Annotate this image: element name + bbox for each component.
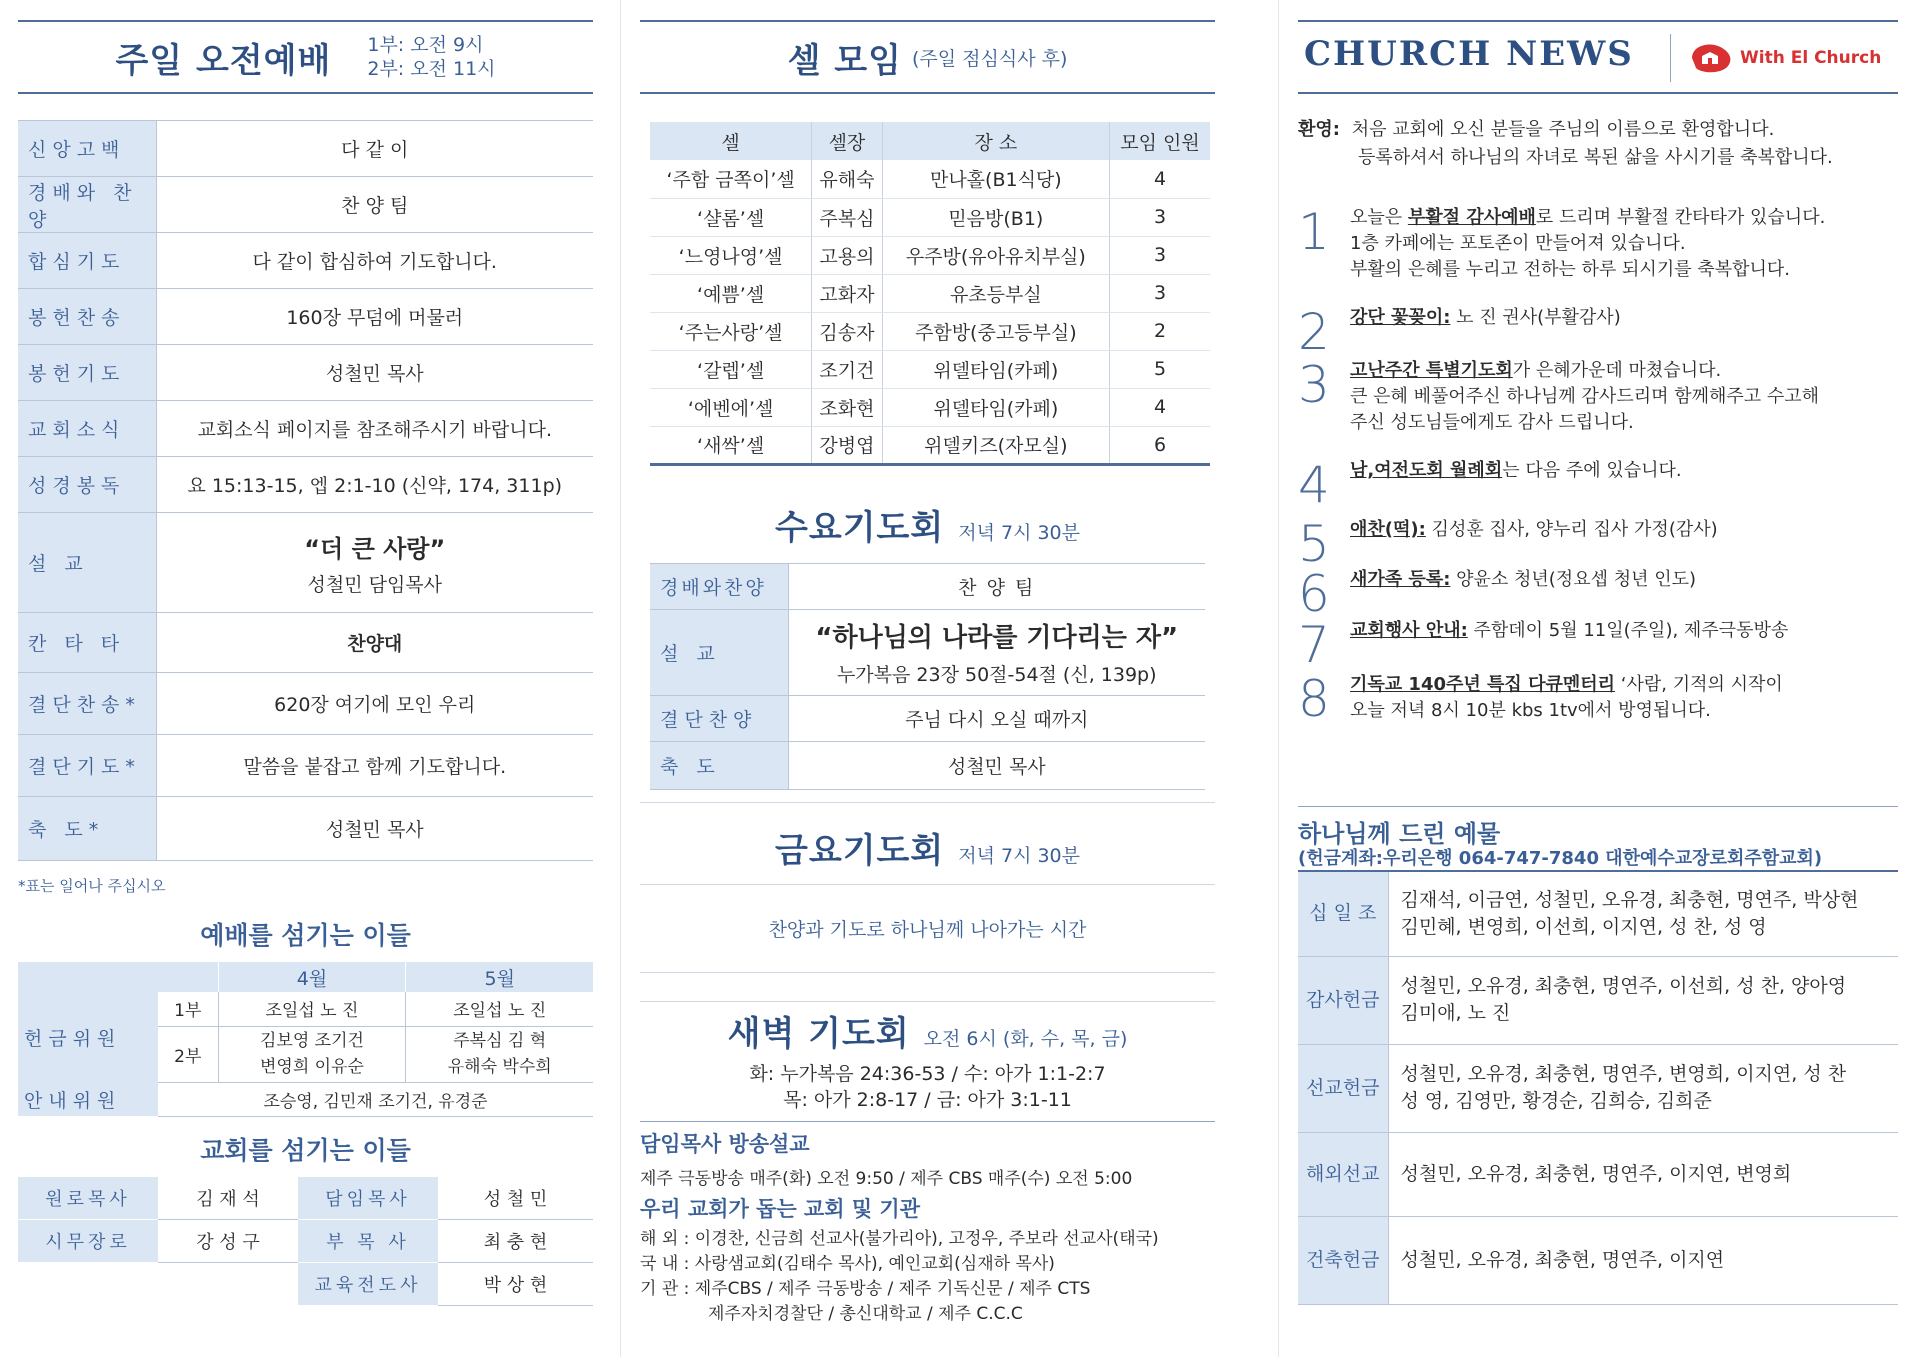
support-line: 해 외 : 이경찬, 신금희 선교사(불가리아), 고정우, 주보라 선교사(태국) [640,1228,1159,1249]
cell-value: ‘새싹’셀 [650,426,812,464]
news-number: 4 [1298,456,1330,514]
row-label: 축 도 [650,741,788,789]
support-line: 제주자치경찰단 / 총신대학교 / 제주 C.C.C [708,1303,1023,1324]
role-label: 부 목 사 [298,1220,438,1263]
cell-value: 주복심 [812,198,882,236]
news-line [1350,305,1621,331]
sermon-preacher: 성철민 담임목사 [307,573,443,596]
cell-row [650,198,1210,236]
role-name: 김 재 석 [158,1177,298,1220]
cell-value: 2 [1110,312,1210,350]
church-logo-text: With El Church [1740,48,1882,68]
news-pre: 오늘은 [1350,207,1408,228]
row-value: 다 같이 합심하여 기도합니다. [156,233,593,289]
news-text [1350,567,1696,593]
cell-value: 위델키즈(자모실) [882,426,1109,464]
news-number: 5 [1298,515,1330,573]
worship-title: 주일 오전예배 [115,40,332,81]
wednesday-sermon-title: “하나님의 나라를 기다리는 자” [815,623,1179,653]
column-divider [1278,0,1279,1357]
offering-row [1298,872,1898,956]
servant-cell: 조일섭 노 진 [218,992,406,1026]
news-line: 1층 카페에는 포토존이 만들어져 있습니다. [1350,233,1686,254]
news-text [1350,618,1788,644]
worship-order-row [18,177,593,233]
worship-time-2: 2부: 오전 11시 [367,58,496,80]
cell-column-header: 모임 인원 [1110,122,1210,160]
welcome-label: 환영: [1298,119,1340,140]
worship-order-row [18,457,593,513]
offering-names [1388,1044,1898,1132]
news-text [1350,358,1819,436]
cell-value: 4 [1110,160,1210,198]
offering-names [1388,1216,1898,1304]
row-label: 봉헌찬송 [18,289,156,345]
usher-value: 조승영, 김민재 조기건, 유경준 [158,1082,593,1116]
servant-cell: 조일섭 노 진 [406,992,593,1026]
dawn-time: 오전 6시 (화, 수, 목, 금) [923,1027,1128,1050]
worship-header [18,20,593,94]
worship-order-row [18,673,593,735]
cell-value: 3 [1110,274,1210,312]
church-servants-title: 교회를 섬기는 이들 [200,1135,411,1165]
support-title: 우리 교회가 돕는 교회 및 기관 [640,1196,920,1221]
news-rest: 주함데이 5월 11일(주일), 제주극동방송 [1467,620,1789,641]
cell-column-header: 셀 [650,122,812,160]
worship-order-table [18,120,593,861]
cell-value: 우주방(유아유치부실) [882,236,1109,274]
news-number: 7 [1298,616,1330,674]
welcome-line-2: 등록하셔서 하나님의 자녀로 복된 삶을 사시기를 축복합니다. [1358,147,1833,168]
news-number: 2 [1298,303,1330,361]
role-label: 담임목사 [298,1177,438,1220]
servant-cell [218,1026,406,1082]
cell-table [650,122,1210,466]
offering-row [1298,1216,1898,1304]
sunday-worship-column [18,0,593,1357]
news-text [1350,458,1682,484]
row-value: 주님 다시 오실 때까지 [788,695,1205,741]
servant-line: 변영희 이유순 [260,1057,364,1077]
dawn-line: 화: 누가복음 24:36-53 / 수: 아가 1:1-2:7 [749,1062,1106,1085]
row-label: 결단찬양 [650,695,788,741]
row-label: 합심기도 [18,233,156,289]
friday-title: 금요기도회 [775,830,945,871]
news-key: 부활절 감사예배 [1407,207,1536,228]
worship-sermon-row [18,513,593,613]
news-rest: 노 진 권사(부활감사) [1450,307,1621,328]
news-key: 새가족 등록: [1350,569,1451,590]
dawn-header [640,1006,1215,1055]
news-number: 6 [1298,565,1330,623]
news-title: CHURCH NEWS [1304,34,1634,74]
offering-committee-label: 헌금위원 [18,992,158,1082]
cell-value: ‘주함 금쪽이’셀 [650,160,812,198]
role-label: 시무장로 [18,1220,158,1263]
news-number: 3 [1298,356,1330,414]
row-value: 성철민 목사 [156,797,593,861]
row-label: 결단찬송* [18,673,156,735]
row-value: 찬 양 팀 [156,177,593,233]
worship-order-row [18,289,593,345]
worship-order-row [18,345,593,401]
role-name: 최 충 현 [438,1220,593,1263]
offering-account: (헌금계좌:우리은행 064-747-7840 대한예수교장로회주함교회) [1298,848,1823,869]
month-5-header: 5월 [406,962,593,992]
row-label: 경배와 찬양 [18,177,156,233]
cell-value: 김송자 [812,312,882,350]
worship-order-row [18,735,593,797]
news-text [1350,517,1718,543]
news-number: 8 [1298,670,1330,728]
news-key: 남,여전도회 월례회 [1350,460,1503,481]
cell-value: 유초등부실 [882,274,1109,312]
cell-value: 4 [1110,388,1210,426]
row-label: 경배와찬양 [650,563,788,609]
news-column [1298,0,1898,1357]
servants-table [18,962,593,1117]
cell-value: 믿음방(B1) [882,198,1109,236]
news-line [1350,358,1819,384]
row-value: 다 같 이 [156,121,593,177]
news-key: 고난주간 특별기도회 [1350,360,1513,381]
cell-value: 유해숙 [812,160,882,198]
role-label: 교육전도사 [298,1263,438,1306]
row-value: 성철민 목사 [156,345,593,401]
row-value: 성철민 목사 [788,741,1205,789]
row-label: 설 교 [18,513,156,613]
worship-order-row [18,233,593,289]
church-logo-icon [1688,40,1736,76]
welcome-block [1298,116,1833,172]
offering-row [1298,956,1898,1044]
cell-header [640,20,1215,94]
row-value: 말씀을 붙잡고 함께 기도합니다. [156,735,593,797]
cell-row [650,350,1210,388]
welcome-line-1: 처음 교회에 오신 분들을 주님의 이름으로 환영합니다. [1351,119,1775,140]
offering-line: 성철민, 오유경, 최충현, 명연주, 이선희, 성 찬, 양아영 [1400,975,1847,997]
month-4-header: 4월 [218,962,406,992]
row-label: 설 교 [650,609,788,695]
cell-value: 위델타임(카페) [882,388,1109,426]
friday-header [640,823,1215,872]
offering-line: 김재석, 이금연, 성철민, 오유경, 최충현, 명연주, 박상현 [1400,888,1859,911]
support-line: 국 내 : 사랑샘교회(김태수 목사), 예인교회(심재하 목사) [640,1253,1055,1274]
wednesday-title: 수요기도회 [775,507,945,548]
cell-value: 만나홀(B1식당) [882,160,1109,198]
news-number: 1 [1298,203,1330,261]
cell-value: 3 [1110,236,1210,274]
role-name: 강 성 구 [158,1220,298,1263]
news-rest: 는 다음 주에 있습니다. [1502,460,1682,481]
offering-names [1388,872,1898,956]
standing-footnote: *표는 일어나 주십시오 [18,877,166,895]
offering-line: 성철민, 오유경, 최충현, 명연주, 변영희, 이지연, 성 찬 [1400,1063,1847,1085]
row-label: 성경봉독 [18,457,156,513]
cell-value: 고화자 [812,274,882,312]
offering-line: 김미애, 노 진 [1400,1002,1511,1024]
news-rest: 로 드리며 부활절 칸타타가 있습니다. [1535,207,1826,228]
offering-label: 건축헌금 [1298,1216,1388,1304]
offering-label: 감사헌금 [1298,956,1388,1044]
news-line [1350,517,1718,543]
cell-value: 위델타임(카페) [882,350,1109,388]
row-value: 교회소식 페이지를 참조해주시기 바랍니다. [156,401,593,457]
offering-label: 십 일 조 [1298,872,1388,956]
row-value: 찬 양 팀 [788,563,1205,609]
church-servant-row [18,1220,593,1263]
row-value: 160장 무덤에 머물러 [156,289,593,345]
cell-value: 조기건 [812,350,882,388]
role-name [158,1263,298,1306]
friday-time: 저녁 7시 30분 [958,844,1080,867]
cell-value: 6 [1110,426,1210,464]
role-name: 박 상 현 [438,1263,593,1306]
news-line: 주신 성도님들에게도 감사 드립니다. [1350,412,1634,433]
news-key: 강단 꽃꽂이: [1350,307,1451,328]
offering-line: 성철민, 오유경, 최충현, 명연주, 이지연, 변영희 [1400,1162,1792,1185]
support-line: 기 관 : 제주CBS / 제주 극동방송 / 제주 기독신문 / 제주 CTS [640,1278,1091,1299]
usher-label: 안내위원 [18,1082,158,1116]
cell-value: ‘주는사랑’셀 [650,312,812,350]
cell-value: 3 [1110,198,1210,236]
offering-line: 성 영, 김영만, 황경순, 김희승, 김희준 [1400,1090,1712,1112]
cell-value: ‘느영나영’셀 [650,236,812,274]
cell-value: 주함방(중고등부실) [882,312,1109,350]
news-key: 교회행사 안내: [1350,620,1468,641]
dawn-readings [640,1061,1215,1113]
news-line [1350,672,1783,698]
offering-table [1298,872,1898,1305]
news-rest: 김성훈 집사, 양누리 집사 가정(감사) [1425,519,1718,540]
worship-order-row [18,121,593,177]
cell-row [650,312,1210,350]
worship-order-row [18,401,593,457]
wednesday-sermon-ref: 누가복음 23장 50절-54절 (신, 139p) [836,664,1157,686]
offering-row [1298,1132,1898,1216]
news-key: 기독교 140주년 특집 다큐멘터리 [1350,674,1616,695]
cell-row [650,274,1210,312]
servant-line: 유해숙 박수희 [447,1057,552,1077]
news-key: 애찬(떡): [1350,519,1426,540]
cell-value: 고용의 [812,236,882,274]
news-line [1350,567,1696,593]
servant-line: 김보영 조기건 [260,1031,364,1051]
news-line: 부활의 은혜를 누리고 전하는 하루 되시기를 축복합니다. [1350,259,1790,280]
news-line [1350,205,1825,231]
offering-row [1298,1044,1898,1132]
cell-subtitle: (주일 점심식사 후) [911,47,1068,70]
news-text [1350,205,1825,283]
news-line: 큰 은혜 베풀어주신 하나님께 감사드리며 함께해주고 수고해 [1350,386,1820,407]
news-rest: 가 은혜가운데 마쳤습니다. [1512,360,1722,381]
offering-names [1388,956,1898,1044]
news-text [1350,305,1621,331]
row-value: 찬양대 [156,613,593,673]
news-line [1350,458,1682,484]
cell-title: 셀 모임 [787,40,902,81]
cell-value: 5 [1110,350,1210,388]
news-line: 오늘 저녁 8시 10분 kbs 1tv에서 방영됩니다. [1350,700,1711,721]
sermon-cell [156,513,593,613]
role-label: 원로목사 [18,1177,158,1220]
offering-label: 선교헌금 [1298,1044,1388,1132]
friday-desc: 찬양과 기도로 하나님께 나아가는 시간 [768,918,1087,941]
row-label: 축 도* [18,797,156,861]
church-servants-table [18,1177,593,1307]
offering-label: 해외선교 [1298,1132,1388,1216]
role-label [18,1263,158,1306]
news-line [1350,618,1788,644]
cell-value: ‘예쁨’셀 [650,274,812,312]
wednesday-header [640,500,1215,549]
cell-value: 강병엽 [812,426,882,464]
row-value: 620장 여기에 모인 우리 [156,673,593,735]
offering-names [1388,1132,1898,1216]
role-name: 성 철 민 [438,1177,593,1220]
row-label: 칸 타 타 [18,613,156,673]
broadcast-text: 제주 극동방송 매주(화) 오전 9:50 / 제주 CBS 매주(수) 오전 5:00 [640,1168,1133,1189]
offering-line: 김민혜, 변영희, 이선희, 이지연, 성 찬, 성 영 [1400,915,1767,938]
part-1-label: 1부 [158,992,218,1026]
cell-row [650,236,1210,274]
dawn-line: 목: 아가 2:8-17 / 금: 아가 3:1-11 [783,1088,1072,1111]
worship-time-1: 1부: 오전 9시 [367,34,484,56]
news-text [1350,672,1783,724]
servants-title: 예배를 섬기는 이들 [200,921,411,950]
wednesday-table [650,563,1205,790]
cell-value: 조화현 [812,388,882,426]
wednesday-time: 저녁 7시 30분 [958,521,1080,544]
cell-row [650,388,1210,426]
cell-column-header: 셀장 [812,122,882,160]
offering-title: 하나님께 드린 예물 [1298,820,1501,848]
cell-row [650,160,1210,198]
sermon-cell [788,609,1205,695]
row-label: 봉헌기도 [18,345,156,401]
row-label: 교회소식 [18,401,156,457]
meetings-column [640,0,1215,1357]
row-label: 신앙고백 [18,121,156,177]
sermon-title: “더 큰 사랑” [304,534,446,563]
news-rest: ‘사람, 기적의 시작이 [1615,674,1783,695]
worship-order-row [18,613,593,673]
church-logo [1688,40,1881,76]
broadcast-title: 담임목사 방송설교 [640,1131,810,1156]
support-list [640,1227,1215,1327]
part-2-label: 2부 [158,1026,218,1082]
worship-order-row [18,797,593,861]
dawn-title: 새벽 기도회 [727,1013,910,1054]
row-label: 결단기도* [18,735,156,797]
cell-value: ‘샬롬’셀 [650,198,812,236]
church-servant-row [18,1177,593,1220]
cell-value: ‘갈렙’셀 [650,350,812,388]
offering-line: 성철민, 오유경, 최충현, 명연주, 이지연 [1400,1248,1725,1271]
cell-row [650,426,1210,464]
news-rest: 양윤소 청년(정요셉 청년 인도) [1450,569,1696,590]
column-divider [620,0,621,1357]
cell-column-header: 장 소 [882,122,1109,160]
servant-cell [406,1026,593,1082]
servant-line: 주복심 김 혁 [453,1031,547,1051]
row-value: 요 15:13-15, 엡 2:1-10 (신약, 174, 311p) [156,457,593,513]
cell-value: ‘에벤에’셀 [650,388,812,426]
church-servant-row [18,1263,593,1306]
